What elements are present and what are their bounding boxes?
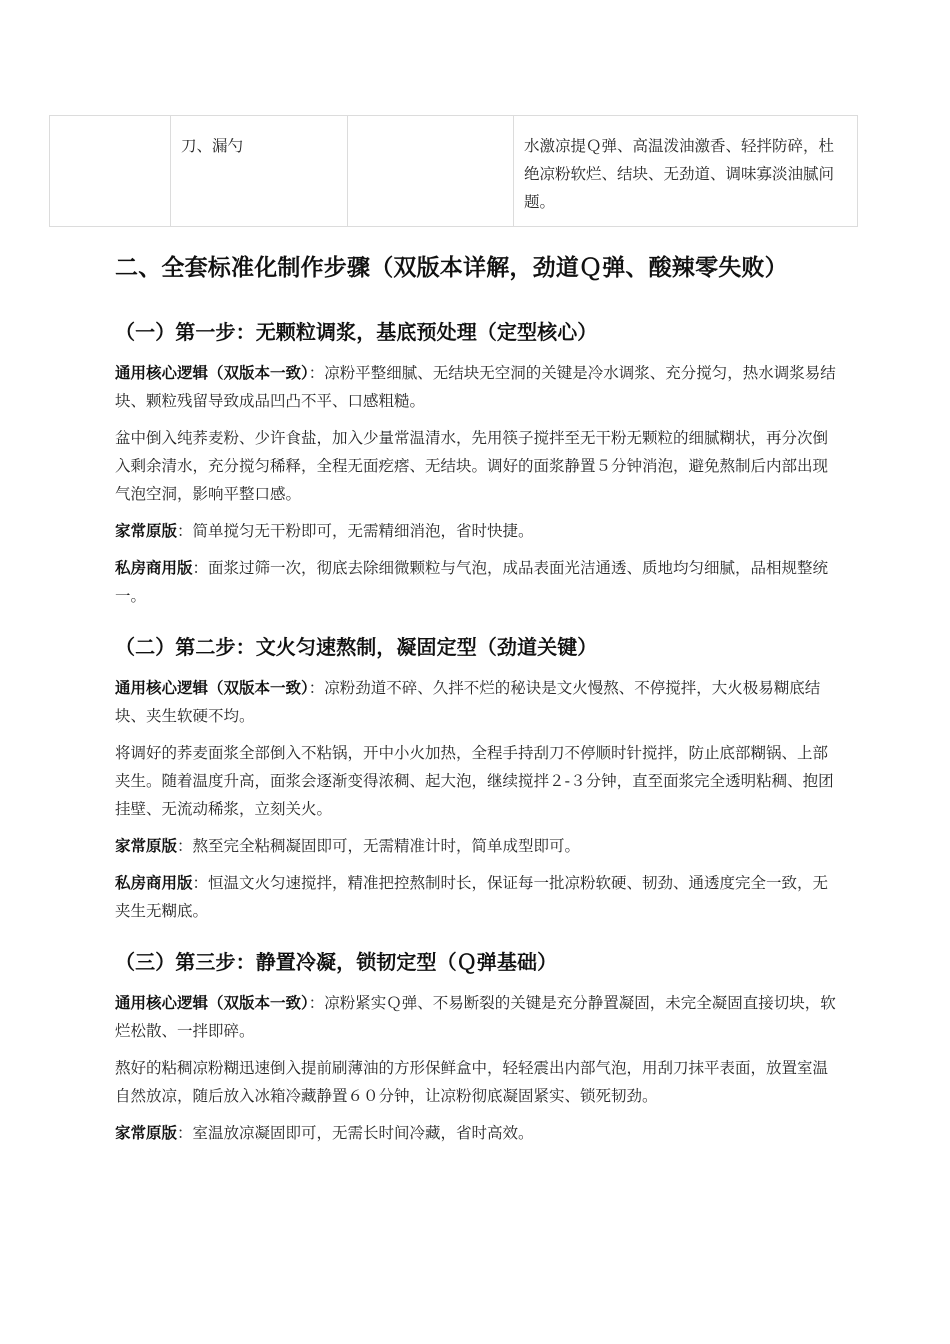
core-logic-text: ：凉粉紧实Ｑ弹、不易断裂的关键是充分静置凝固，未完全凝固直接切块，软烂松散、一拌即碎。 bbox=[115, 994, 836, 1040]
step-title: （一）第一步：无颗粒调浆，基底预处理（定型核心） bbox=[115, 320, 598, 344]
home-version-paragraph bbox=[115, 517, 843, 545]
home-version-text: ：熬至完全粘稠凝固即可，无需精准计时，简单成型即可。 bbox=[177, 837, 581, 855]
pro-version-label: 私房商用版 bbox=[115, 559, 193, 577]
body-paragraph: 将调好的荞麦面浆全部倒入不粘锅，开中小火加热，全程手持刮刀不停顺时针搅拌，防止底部糊锅、上部夹生。随着温度升高，面浆会逐渐变得浓稠、起大泡，继续搅拌２-３分钟，直至面浆完全透明粘稠、抱团挂壁、无流动稀浆，立刻关火。 bbox=[115, 744, 834, 818]
core-logic-label: 通用核心逻辑（双版本一致） bbox=[115, 994, 309, 1012]
core-logic-text: ：凉粉劲道不碎、久拌不烂的秘诀是文火慢熬、不停搅拌，大火极易糊底结块、夹生软硬不均。 bbox=[115, 679, 821, 725]
home-version-label: 家常原版 bbox=[115, 837, 178, 855]
step-title: （二）第二步：文火匀速熬制，凝固定型（劲道关键） bbox=[115, 635, 598, 659]
home-version-paragraph bbox=[115, 1119, 843, 1147]
pro-version-paragraph bbox=[115, 554, 843, 610]
step-2-section bbox=[115, 630, 843, 925]
table-cell: 水激凉提Ｑ弹、高温泼油激香、轻拌防碎，杜绝凉粉软烂、结块、无劲道、调味寡淡油腻问题。 bbox=[514, 116, 858, 227]
table-row bbox=[50, 116, 858, 227]
document-content bbox=[115, 248, 843, 1167]
core-logic-paragraph bbox=[115, 359, 843, 415]
pro-version-label: 私房商用版 bbox=[115, 874, 193, 892]
home-version-paragraph bbox=[115, 832, 843, 860]
step-title: （三）第三步：静置冷凝，锁韧定型（Ｑ弹基础） bbox=[115, 950, 558, 974]
table-cell bbox=[50, 116, 171, 227]
step-3-section bbox=[115, 945, 843, 1147]
core-logic-paragraph bbox=[115, 989, 843, 1045]
step-1-section bbox=[115, 315, 843, 610]
pro-version-paragraph bbox=[115, 869, 843, 925]
ingredients-table-fragment bbox=[49, 115, 858, 227]
core-logic-label: 通用核心逻辑（双版本一致） bbox=[115, 679, 309, 697]
body-paragraph: 盆中倒入纯荞麦粉、少许食盐，加入少量常温清水，先用筷子搅拌至无干粉无颗粒的细腻糊状，再分次倒入剩余清水，充分搅匀稀释，全程无面疙瘩、无结块。调好的面浆静置５分钟消泡，避免熬制后内部出现气泡空洞，影响平整口感。 bbox=[115, 429, 829, 503]
table-cell bbox=[348, 116, 514, 227]
home-version-text: ：简单搅匀无干粉即可，无需精细消泡，省时快捷。 bbox=[177, 522, 534, 540]
section-heading: 二、全套标准化制作步骤（双版本详解，劲道Ｑ弹、酸辣零失败） bbox=[115, 255, 788, 281]
pro-version-text: ：面浆过筛一次，彻底去除细微颗粒与气泡，成品表面光洁通透、质地均匀细腻，品相规整统一。 bbox=[115, 559, 829, 605]
home-version-label: 家常原版 bbox=[115, 1124, 178, 1142]
home-version-text: ：室温放凉凝固即可，无需长时间冷藏，省时高效。 bbox=[177, 1124, 534, 1142]
table-cell: 刀、漏勺 bbox=[171, 116, 348, 227]
core-logic-label: 通用核心逻辑（双版本一致） bbox=[115, 364, 309, 382]
core-logic-paragraph bbox=[115, 674, 843, 730]
home-version-label: 家常原版 bbox=[115, 522, 178, 540]
pro-version-text: ：恒温文火匀速搅拌，精准把控熬制时长，保证每一批凉粉软硬、韧劲、通透度完全一致，无夹生无糊底。 bbox=[115, 874, 829, 920]
body-paragraph: 熬好的粘稠凉粉糊迅速倒入提前刷薄油的方形保鲜盒中，轻轻震出内部气泡，用刮刀抹平表面，放置室温自然放凉，随后放入冰箱冷藏静置６０分钟，让凉粉彻底凝固紧实、锁死韧劲。 bbox=[115, 1059, 829, 1105]
core-logic-text: ：凉粉平整细腻、无结块无空洞的关键是冷水调浆、充分搅匀，热水调浆易结块、颗粒残留导致成品凹凸不平、口感粗糙。 bbox=[115, 364, 836, 410]
